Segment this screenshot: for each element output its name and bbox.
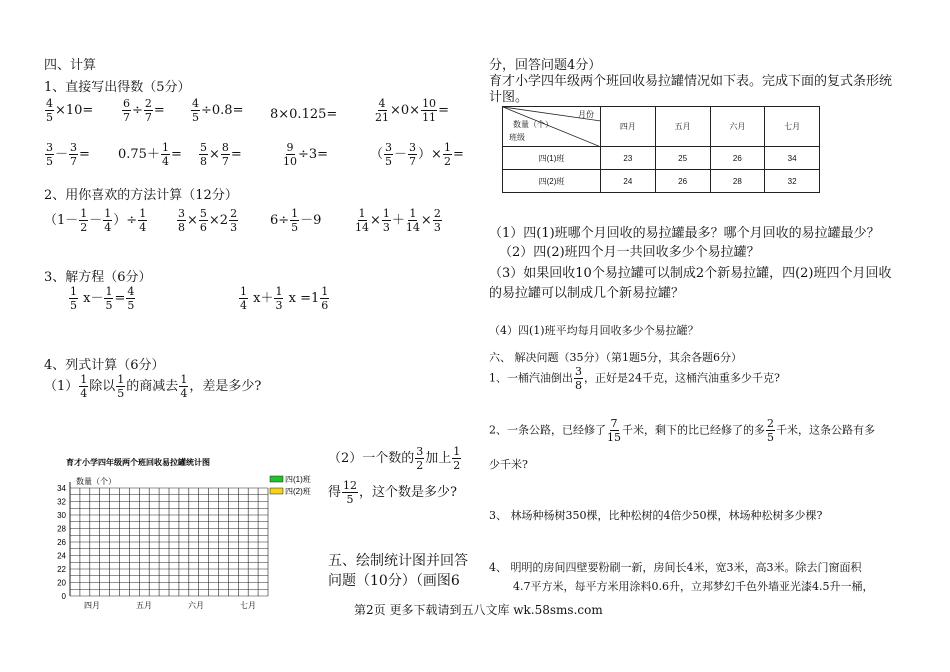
question-3-cont: 的易拉罐可以制成几个新易拉罐？	[489, 286, 685, 301]
q1-item: $\frac{4}{21}$ ×0× $\frac{10}{11}$ =	[375, 97, 449, 124]
section-6-title: 六、 解决问题（35分）（第1题5分，其余各题6分）	[489, 351, 742, 364]
chart-x-ticks	[84, 600, 256, 610]
table-row	[503, 147, 820, 170]
x-tick-label: 六月	[188, 601, 204, 610]
table-header-month: 五月	[655, 107, 710, 147]
table-row-label: 四(1)班	[503, 147, 601, 170]
y-tick-label: 30	[57, 511, 66, 520]
y-tick-label: 0	[61, 592, 66, 601]
q3-equation: $\frac{1}{4}$ x＋ $\frac{1}{3}$ x =1 $\frac{1}{6}$	[240, 285, 329, 312]
legend-swatch	[270, 476, 283, 482]
q1-item: $\frac{9}{10}$ ÷3=	[283, 141, 329, 168]
section-5-continued: 分，回答问题4分）	[489, 58, 602, 73]
chart-legend	[270, 474, 311, 496]
y-tick-label: 28	[57, 524, 66, 534]
q1-title: 1、直接写出得数（5分）	[44, 80, 191, 95]
table-corner-class: 班级	[509, 133, 525, 142]
q2-item: $\frac{1}{14}$ × $\frac{1}{3}$ ＋ $\frac{1}{14}$ × $\frac{2}{3}$	[355, 207, 441, 234]
bar-chart	[36, 455, 326, 620]
table-cell: 25	[655, 147, 710, 170]
q1-item: （ $\frac{3}{5}$ － $\frac{3}{7}$ ）× $\frac{1}{2}$ =	[370, 141, 464, 168]
table-header-month: 四月	[601, 107, 656, 147]
section-5-title-cont: 问题（10分）（画图6	[328, 573, 460, 589]
q2-item: $\frac{3}{8}$ × $\frac{5}{6}$ ×2 $\frac{2}{3}$	[178, 207, 238, 234]
q4-2-line2: 得 $\frac{12}{5}$ ，这个数是多少?	[328, 479, 457, 506]
table-corner-cell	[503, 107, 601, 147]
table-cell: 28	[710, 170, 765, 193]
q2-title: 2、用你喜欢的方法计算（12分）	[44, 188, 238, 203]
table-header-month: 七月	[765, 107, 820, 147]
q1-item: $\frac{4}{5}$ ×10=	[46, 97, 94, 124]
q1-item: $\frac{4}{5}$ ÷0.8=	[192, 97, 244, 124]
y-tick-label: 20	[57, 578, 66, 588]
q4-2-line1: （2）一个数的 $\frac{3}{2}$ 加上 $\frac{1}{2}$	[328, 445, 461, 472]
problem-4-cont: 4.7平方米，每平方米用涂料0.6升，立邦梦幻千色外墙亚光漆4.5升一桶，	[513, 580, 874, 593]
table-cell: 26	[710, 147, 765, 170]
y-tick-label: 34	[57, 484, 66, 493]
problem-2: 2、一条公路，已经修了 $\frac{7}{15}$ 千米，剩下的比已经修了的多 $\frac{2}{5}$ 千米，这条公路有多	[489, 417, 875, 444]
data-table	[502, 106, 820, 193]
section-5-title: 五、绘制统计图并回答	[328, 553, 468, 569]
table-cell: 26	[655, 170, 710, 193]
problem-3: 3、 林场种杨树350棵，比种松树的4倍少50棵，林场种松树多少棵?	[489, 509, 823, 522]
y-tick-label: 32	[57, 497, 66, 507]
y-tick-label: 22	[57, 565, 66, 574]
table-header-month: 六月	[710, 107, 765, 147]
page-footer: 第2页 更多下载请到五八文库 wk.58sms.com	[354, 603, 603, 617]
q3-title: 3、解方程（6分）	[44, 270, 152, 285]
question-4: （4）四(1)班平均每月回收多少个易拉罐？	[489, 324, 699, 337]
q1-item: $\frac{3}{5}$ － $\frac{3}{7}$ =	[46, 141, 90, 168]
question-3: （3）如果回收10个易拉罐可以制成2个新易拉罐，四(2)班四个月回收	[489, 266, 892, 281]
q4-title: 4、列式计算（6分）	[44, 358, 165, 373]
q4-1: （1） $\frac{1}{4}$ 除以 $\frac{1}{5}$ 的商减去 $\frac{1}{4}$ ，差是多少?	[44, 373, 262, 400]
table-cell: 23	[601, 147, 656, 170]
problem-4: 4、 明明的房间四壁要粉刷一新，房间长4米，宽3米，高3米。除去门窗面积	[489, 561, 862, 574]
table-corner-month: 月份	[578, 110, 594, 119]
legend-label: 四(2)班	[285, 487, 311, 496]
problem-2-cont: 少千米?	[489, 458, 528, 471]
q2-item: 6÷ $\frac{1}{5}$ －9	[270, 207, 322, 234]
table-row	[503, 170, 820, 193]
y-tick-label: 26	[57, 538, 66, 547]
chart-instructions-cont: 计图。	[489, 90, 529, 105]
y-tick-label: 24	[57, 551, 66, 561]
q1-item: $\frac{5}{8}$ × $\frac{8}{7}$ =	[200, 141, 242, 168]
q1-item: $\frac{6}{7}$ ÷ $\frac{2}{7}$ =	[123, 97, 165, 124]
table-corner-quantity: 数量（个）	[513, 120, 553, 129]
chart-y-ticks	[57, 484, 66, 601]
chart-y-axis-label: 数量（个）	[76, 477, 116, 486]
q3-equation: $\frac{1}{5}$ x－ $\frac{1}{5}$ = $\frac{4}{5}$	[70, 285, 135, 312]
chart-instructions: 育才小学四年级两个班回收易拉罐情况如下表。完成下面的复式条形统	[489, 74, 893, 89]
x-tick-label: 四月	[84, 601, 100, 610]
table-cell: 34	[765, 147, 820, 170]
chart-grid	[70, 482, 268, 596]
table-cell: 24	[601, 170, 656, 193]
question-1: （1）四(1)班哪个月回收的易拉罐最多？哪个月回收的易拉罐最少？	[489, 226, 880, 241]
problem-1: 1、一桶汽油倒出 $\frac{3}{8}$ ，正好是24千克，这桶汽油重多少千克?	[489, 365, 780, 392]
table-cell: 32	[765, 170, 820, 193]
x-tick-label: 七月	[240, 601, 256, 610]
chart-title: 育才小学四年级两个班回收易拉罐统计图	[66, 458, 210, 467]
legend-label: 四(1)班	[285, 475, 311, 484]
section-4-title: 四、计算	[44, 58, 97, 73]
table-row-label: 四(2)班	[503, 170, 601, 193]
q1-item: 8×0.125=	[270, 107, 338, 122]
question-2: （2）四(2)班四个月一共回收多少个易拉罐？	[499, 245, 760, 260]
legend-swatch	[270, 488, 283, 494]
q1-item: 0.75＋ $\frac{1}{4}$ =	[118, 141, 182, 168]
x-tick-label: 五月	[136, 601, 152, 610]
q2-item: （1－ $\frac{1}{2}$ － $\frac{1}{4}$ ）÷ $\frac{1}{4}$	[44, 207, 147, 234]
